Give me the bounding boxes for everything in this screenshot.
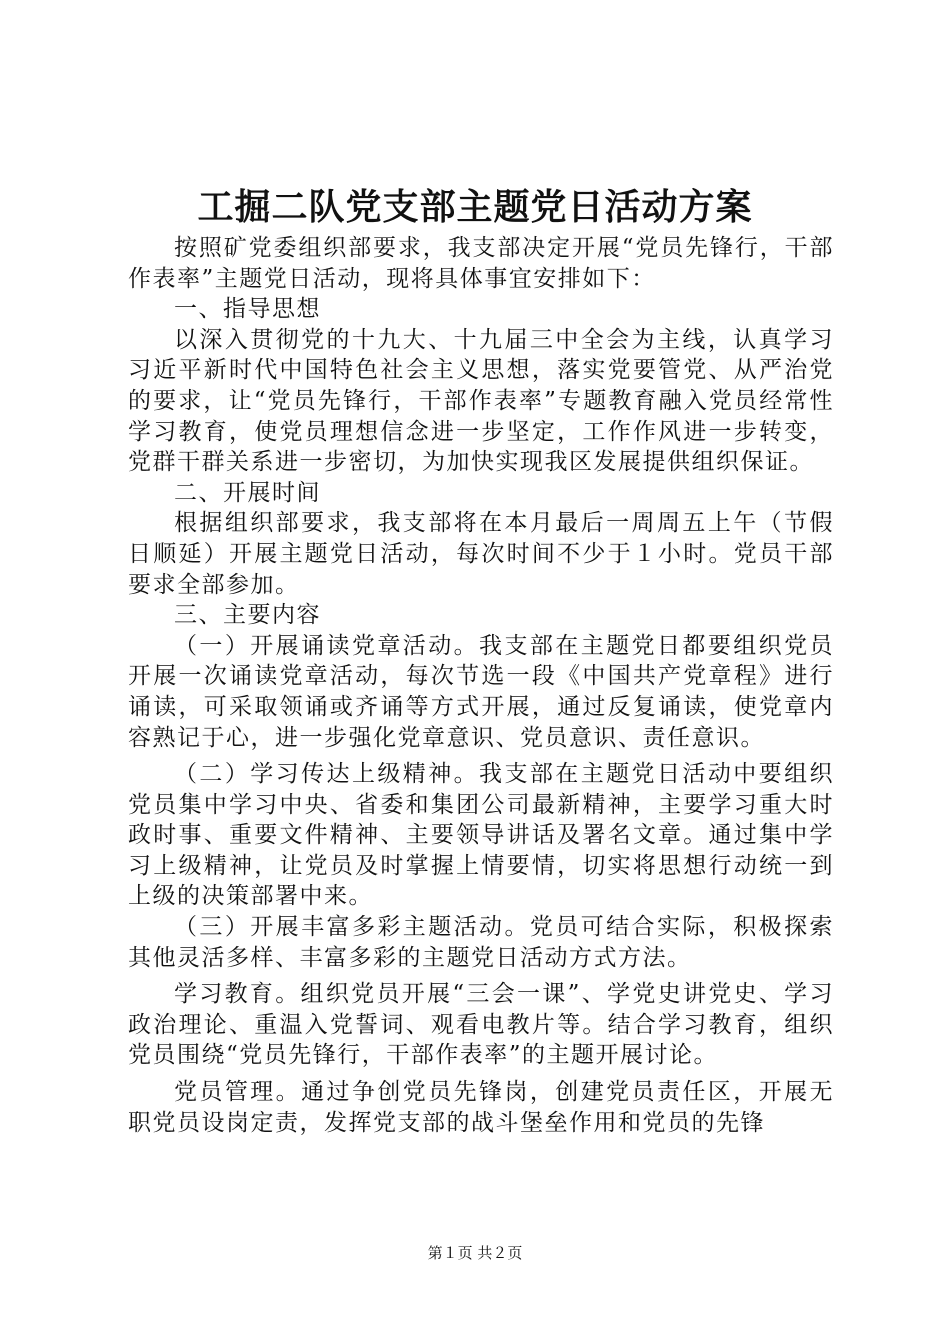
- content-item-1-paragraph: （一）开展诵读党章活动。我支部在主题党日都要组织党员开展一次诵读党章活动，每次节选一段《中国共产党章程》进行诵读，可采取领诵或齐诵等方式开展，通过反复诵读，使党章内容熟记于心，进一步强化党章意识、党员意识、责任意识。: [128, 632, 834, 751]
- section-heading-guiding-thought: 一、指导思想: [174, 296, 321, 323]
- party-member-management-paragraph: 党员管理。通过争创党员先锋岗，创建党员责任区，开展无职党员设岗定责，发挥党支部的战斗堡垒作用和党员的先锋: [128, 1079, 834, 1136]
- document-body: [128, 233, 834, 1138]
- document-title: 工掘二队党支部主题党日活动方案: [197, 186, 753, 228]
- study-education-paragraph: 学习教育。组织党员开展“三会一课”、学党史讲党史、学习政治理论、重温入党誓词、观看电教片等。结合学习教育，组织党员围绕“党员先锋行，干部作表率”的主题开展讨论。: [128, 981, 834, 1069]
- content-item-2-paragraph: （二）学习传达上级精神。我支部在主题党日活动中要组织党员集中学习中央、省委和集团公司最新精神，主要学习重大时政时事、重要文件精神、主要领导讲话及署名文章。通过集中学习上级精神，让党员及时掌握上情要情，切实将思想行动统一到上级的决策部署中来。: [128, 761, 834, 910]
- content-item-3-paragraph: （三）开展丰富多彩主题活动。党员可结合实际，积极探索其他灵活多样、丰富多彩的主题党日活动方式方法。: [128, 914, 834, 971]
- schedule-paragraph: 根据组织部要求，我支部将在本月最后一周周五上午（节假日顺延）开展主题党日活动，每次时间不少于１小时。党员干部要求全部参加。: [128, 510, 834, 598]
- section-heading-schedule: 二、开展时间: [174, 479, 321, 506]
- page-footer: 第１页 共２页: [427, 1244, 523, 1262]
- section-heading-main-content: 三、主要内容: [174, 602, 321, 629]
- intro-paragraph: 按照矿党委组织部要求，我支部决定开展“党员先锋行，干部作表率”主题党日活动，现将具体事宜安排如下：: [128, 235, 834, 292]
- guiding-thought-paragraph: 以深入贯彻党的十九大、十九届三中全会为主线，认真学习习近平新时代中国特色社会主义思想，落实党要管党、从严治党的要求，让“党员先锋行，干部作表率”专题教育融入党员经常性学习教育，使党员理想信念进一步坚定，工作作风进一步转变，党群干群关系进一步密切，为加快实现我区发展提供组织保证。: [128, 326, 834, 476]
